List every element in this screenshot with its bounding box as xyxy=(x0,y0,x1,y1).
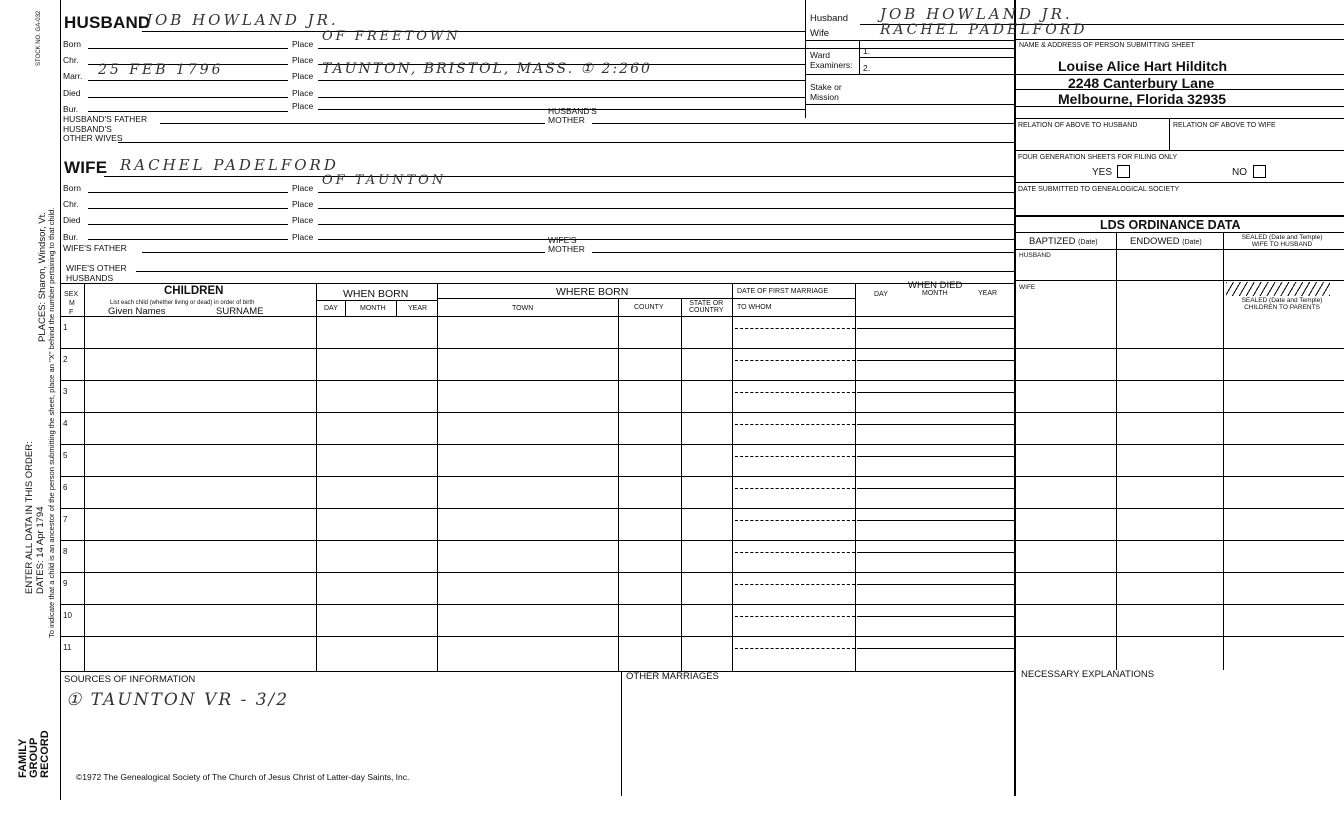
copyright: ©1972 The Genealogical Society of The Church of Jesus Christ of Latter-day Saints, Inc. xyxy=(76,772,410,782)
husbands-mother-label: HUSBAND'S MOTHER xyxy=(548,106,597,125)
died-place-label: Place xyxy=(292,88,314,98)
born-day-label: DAY xyxy=(324,305,338,312)
name-address-label: NAME & ADDRESS OF PERSON SUBMITTING SHEET xyxy=(1019,42,1195,49)
chr-label: Chr. xyxy=(63,55,79,65)
children-note: List each child (whether living or dead) in order of birth xyxy=(110,300,255,306)
died-underline xyxy=(857,360,1014,361)
marriage-place-entry[interactable]: TAUNTON, BRISTOL, MASS. ① 2:260 xyxy=(322,61,652,77)
wife-born-label: Born xyxy=(63,183,81,193)
wife-bur-label: Bur. xyxy=(63,232,79,242)
examiners-label: Examiners: xyxy=(810,60,853,70)
died-underline xyxy=(857,456,1014,457)
relation-wife-label: RELATION OF ABOVE TO WIFE xyxy=(1173,122,1276,129)
born-label: Born xyxy=(63,39,81,49)
other-marriages-label: OTHER MARRIAGES xyxy=(626,671,719,682)
wife-chr-label: Chr. xyxy=(63,199,79,209)
child-row-number: 9 xyxy=(63,579,68,588)
born-year-label: YEAR xyxy=(408,305,428,312)
sources-label: SOURCES OF INFORMATION xyxy=(64,674,196,685)
side-indicate-note: To indicate that a child is an ancestor of the person submitting the sheet, place an "X" behind the number pertaining to that child. xyxy=(47,207,56,638)
marriage-dash-line xyxy=(735,456,855,457)
four-gen-label: FOUR GENERATION SHEETS FOR FILING ONLY xyxy=(1018,154,1178,161)
died-month-label: MONTH xyxy=(922,290,948,297)
died-underline xyxy=(857,488,1014,489)
child-row-number: 7 xyxy=(63,515,68,524)
wife-heading: WIFE xyxy=(64,158,108,177)
marriage-dash-line xyxy=(735,616,855,617)
side-enter-note: ENTER ALL DATA IN THIS ORDER: xyxy=(24,441,35,594)
surname-label: SURNAME xyxy=(216,306,264,317)
stock-number: STOCK NO. GA-032 xyxy=(36,10,42,66)
child-row[interactable] xyxy=(84,348,732,380)
ordinance-husband-label: HUSBAND xyxy=(1019,252,1051,259)
husbands-other-wives-label: HUSBAND'S OTHER WIVES xyxy=(63,124,123,143)
title-line-1: FAMILY xyxy=(17,738,29,778)
state-label: STATE OR COUNTRY xyxy=(689,300,724,314)
wife-died-label: Died xyxy=(63,215,81,225)
lds-title: LDS ORDINANCE DATA xyxy=(1100,218,1241,232)
source-1-entry[interactable]: ① TAUNTON VR - 3/2 xyxy=(66,690,290,710)
side-places-note: PLACES: Sharon, Windsor, Vt. xyxy=(37,212,48,342)
relation-husband-label: RELATION OF ABOVE TO HUSBAND xyxy=(1018,122,1138,129)
side-dates-note: DATES: 14 Apr 1794 xyxy=(35,506,46,594)
marriage-dash-line xyxy=(735,424,855,425)
husband-heading: HUSBAND xyxy=(64,13,151,32)
marriage-dash-line xyxy=(735,488,855,489)
died-underline xyxy=(857,328,1014,329)
wifes-mother-label: WIFE'S MOTHER xyxy=(548,235,585,254)
child-row-number: 11 xyxy=(63,643,72,652)
died-underline xyxy=(857,648,1014,649)
submitter-street: 2248 Canterbury Lane xyxy=(1068,75,1215,91)
ordinance-wife-label: WIFE xyxy=(1019,284,1036,291)
died-underline xyxy=(857,424,1014,425)
bur-label: Bur. xyxy=(63,104,79,114)
right-wife-entry[interactable]: RACHEL PADELFORD xyxy=(880,22,1088,38)
children-heading: CHILDREN xyxy=(164,285,224,297)
right-wife-label: Wife xyxy=(810,28,829,39)
examiner-1-label: 1. xyxy=(863,46,871,56)
wife-born-place-entry[interactable]: OF TAUNTON xyxy=(322,173,447,188)
wife-born-place-label: Place xyxy=(292,183,314,193)
child-row[interactable] xyxy=(84,572,732,604)
right-husband-entry[interactable]: JOB HOWLAND JR. xyxy=(880,5,1073,23)
wifes-other-husbands-label: WIFE'S OTHER HUSBANDS xyxy=(66,263,127,283)
marriage-dash-line xyxy=(735,520,855,521)
submitter-name: Louise Alice Hart Hilditch xyxy=(1058,58,1228,74)
child-row[interactable] xyxy=(84,604,732,636)
title-line-2: GROUP xyxy=(28,737,40,778)
marr-place-label: Place xyxy=(292,71,314,81)
child-row[interactable] xyxy=(84,476,732,508)
child-row[interactable] xyxy=(84,636,732,668)
husband-name-entry[interactable]: JOB HOWLAND JR. xyxy=(146,11,339,29)
yes-label: YES xyxy=(1092,167,1113,178)
child-row-number: 5 xyxy=(63,451,68,460)
child-row[interactable] xyxy=(84,444,732,476)
died-underline xyxy=(857,392,1014,393)
baptized-label: BAPTIZED (Date) xyxy=(1029,236,1098,247)
endowed-label: ENDOWED (Date) xyxy=(1130,236,1202,247)
wife-bur-place-label: Place xyxy=(292,232,314,242)
sealed-wife-label: SEALED (Date and Temple) WIFE TO HUSBAND xyxy=(1241,234,1323,248)
first-marriage-label: DATE OF FIRST MARRIAGE xyxy=(737,288,829,295)
died-underline xyxy=(857,616,1014,617)
marriage-dash-line xyxy=(735,584,855,585)
died-underline xyxy=(857,584,1014,585)
child-row-number: 3 xyxy=(63,387,68,396)
marriage-dash-line xyxy=(735,328,855,329)
county-label: COUNTY xyxy=(634,304,664,311)
marriage-dash-line xyxy=(735,552,855,553)
marriage-dash-line xyxy=(735,360,855,361)
marr-label: Marr. xyxy=(63,71,83,81)
died-day-label: DAY xyxy=(874,291,888,298)
died-label: Died xyxy=(63,88,81,98)
child-row[interactable] xyxy=(84,316,732,348)
right-husband-label: Husband xyxy=(810,13,849,24)
child-row[interactable] xyxy=(84,380,732,412)
where-born-heading: WHERE BORN xyxy=(556,286,629,298)
date-submitted-label: DATE SUBMITTED TO GENEALOGICAL SOCIETY xyxy=(1018,186,1180,193)
child-row-number: 10 xyxy=(63,611,72,620)
yes-checkbox[interactable] xyxy=(1117,165,1130,178)
center-divider xyxy=(805,0,806,118)
husbands-father-label: HUSBAND'S FATHER xyxy=(63,114,148,124)
when-died-heading: WHEN DIED xyxy=(908,280,963,291)
no-checkbox[interactable] xyxy=(1253,165,1266,178)
child-row[interactable] xyxy=(84,508,732,540)
no-label: NO xyxy=(1232,167,1247,178)
bur-place-label: Place xyxy=(292,101,314,111)
given-names-label: Given Names xyxy=(108,306,166,317)
husband-born-place-entry[interactable]: OF FREETOWN xyxy=(322,29,461,44)
sex-f-label: F xyxy=(69,309,74,316)
died-underline xyxy=(857,552,1014,553)
child-row-number: 1 xyxy=(63,323,68,332)
submitter-city: Melbourne, Florida 32935 xyxy=(1058,91,1227,107)
wife-died-place-label: Place xyxy=(292,215,314,225)
child-row-number: 4 xyxy=(63,419,68,428)
child-row[interactable] xyxy=(84,412,732,444)
stake-label: Stake or Mission xyxy=(810,82,842,102)
marriage-dash-line xyxy=(735,392,855,393)
wife-chr-place-label: Place xyxy=(292,199,314,209)
sealed-children-label: SEALED (Date and Temple) CHILDREN TO PARENTS xyxy=(1241,297,1323,311)
child-row-number: 2 xyxy=(63,355,68,364)
died-year-label: YEAR xyxy=(978,290,998,297)
when-born-heading: WHEN BORN xyxy=(343,288,409,300)
sealed-hatch xyxy=(1226,282,1330,296)
right-panel-divider xyxy=(1014,0,1016,796)
died-underline xyxy=(857,520,1014,521)
marriage-date-entry[interactable]: 25 FEB 1796 xyxy=(98,62,224,78)
born-month-label: MONTH xyxy=(360,305,386,312)
born-place-label: Place xyxy=(292,39,314,49)
town-label: TOWN xyxy=(512,305,534,312)
form-title xyxy=(18,730,51,778)
title-line-3: RECORD xyxy=(39,730,51,778)
marriage-dash-line xyxy=(735,648,855,649)
wifes-father-label: WIFE'S FATHER xyxy=(63,243,127,253)
child-row-number: 8 xyxy=(63,547,68,556)
examiner-2-label: 2. xyxy=(863,63,871,73)
wife-name-entry[interactable]: RACHEL PADELFORD xyxy=(120,156,339,174)
explanations-label: NECESSARY EXPLANATIONS xyxy=(1021,669,1155,680)
chr-place-label: Place xyxy=(292,55,314,65)
child-row-number: 6 xyxy=(63,483,68,492)
ward-label: Ward xyxy=(810,50,830,60)
to-whom-label: TO WHOM xyxy=(737,304,772,311)
sex-label: SEX xyxy=(64,291,79,298)
sex-m-label: M xyxy=(69,300,75,307)
left-border xyxy=(60,0,61,800)
child-row[interactable] xyxy=(84,540,732,572)
